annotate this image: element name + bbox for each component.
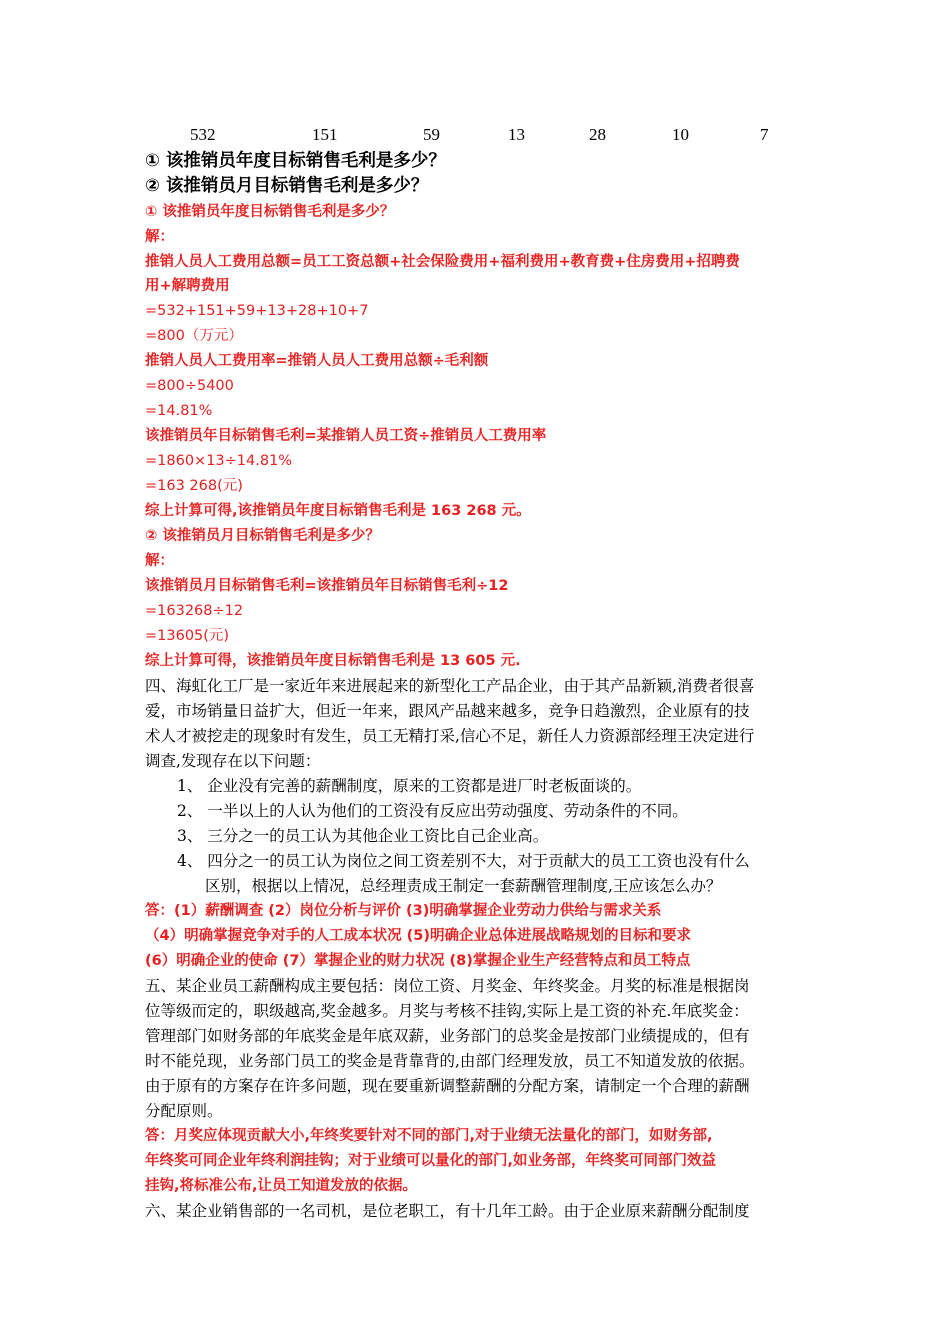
- answer1-heading: ① 该推销员年度目标销售毛利是多少？: [145, 204, 395, 220]
- question-1: ① 该推销员年度目标销售毛利是多少？: [145, 151, 446, 171]
- table-value: 13: [508, 125, 525, 144]
- answer1-calc: =163 268(元): [145, 478, 243, 494]
- section4-answer: 答：(1）薪酬调查 (2）岗位分析与评价 (3)明确掌握企业劳动力供给与需求关系: [145, 903, 662, 919]
- list-item: 4、 四分之一的员工认为岗位之间工资差别不大，对于贡献大的员工工资也没有什么: [177, 852, 750, 870]
- answer1-calc: =800（万元）: [145, 328, 243, 344]
- list-item-continuation: 区别，根据以上情况，总经理责成王制定一套薪酬管理制度,王应该怎么办？: [205, 877, 722, 895]
- answer1-conclusion: 综上计算可得,该推销员年度目标销售毛利是 163 268 元。: [145, 503, 531, 519]
- section5-paragraph: 管理部门如财务部的年底奖金是年底双薪，业务部门的总奖金是按部门业绩提成的，但有: [145, 1027, 750, 1045]
- answer2-jie: 解：: [145, 553, 174, 569]
- answer1-rate-formula: 推销人员人工费用率=推销人员人工费用总额÷毛利额: [145, 353, 489, 369]
- answer2-heading: ② 该推销员月目标销售毛利是多少？: [145, 528, 380, 544]
- answer1-formula: 推销人员人工费用总额=员工工资总额+社会保险费用+福利费用+教育费+住房费用+招聘费: [145, 254, 740, 270]
- answer2-conclusion: 综上计算可得，该推销员年度目标销售毛利是 13 605 元.: [145, 653, 521, 669]
- table-value: 151: [312, 125, 338, 144]
- section5-paragraph: 位等级而定的，职级越高,奖金越多。月奖与考核不挂钩,实际上是工资的补充.年底奖金：: [145, 1002, 749, 1020]
- table-value: 10: [672, 125, 689, 144]
- section6-paragraph: 六、某企业销售部的一名司机，是位老职工，有十几年工龄。由于企业原来薪酬分配制度: [145, 1202, 750, 1220]
- section5-paragraph: 时不能兑现，业务部门员工的奖金是背靠背的,由部门经理发放，员工不知道发放的依据。: [145, 1052, 755, 1070]
- section5-paragraph: 分配原则。: [145, 1102, 223, 1120]
- answer2-calc: =163268÷12: [145, 603, 244, 619]
- answer2-formula: 该推销员月目标销售毛利=该推销员年目标销售毛利÷12: [145, 578, 509, 594]
- section5-answer: 答：月奖应体现贡献大小,年终奖要针对不同的部门,对于业绩无法量化的部门，如财务部,: [145, 1128, 713, 1144]
- table-value: 59: [423, 125, 440, 144]
- answer1-jie: 解：: [145, 229, 174, 245]
- section4-paragraph: 术人才被挖走的现象时有发生，员工无精打采,信心不足，新任人力资源部经理王决定进行: [145, 727, 755, 745]
- section4-paragraph: 爱，市场销量日益扩大，但近一年来，跟风产品越来越多，竞争日趋激烈，企业原有的技: [145, 702, 750, 720]
- answer1-target-formula: 该推销员年目标销售毛利=某推销人员工资÷推销员人工费用率: [145, 428, 547, 444]
- table-value: 532: [190, 125, 216, 144]
- answer1-formula-cont: 用+解聘费用: [145, 278, 230, 294]
- section4-paragraph: 调查,发现存在以下问题：: [145, 752, 321, 770]
- section5-paragraph: 五、某企业员工薪酬构成主要包括：岗位工资、月奖金、年终奖金。月奖的标准是根据岗: [145, 977, 750, 995]
- section4-answer: （4）明确掌握竞争对手的人工成本状况 (5)明确企业总体进展战略规划的目标和要求: [145, 928, 691, 944]
- answer1-calc: =1860×13÷14.81%: [145, 453, 293, 469]
- list-item: 1、 企业没有完善的薪酬制度，原来的工资都是进厂时老板面谈的。: [177, 777, 642, 795]
- section5-answer: 挂钩,将标准公布,让员工知道发放的依据。: [145, 1178, 418, 1194]
- table-value: 28: [589, 125, 606, 144]
- section4-answer: (6）明确企业的使命 (7）掌握企业的财力状况 (8)掌握企业生产经营特点和员工特点: [145, 953, 691, 969]
- list-item: 3、 三分之一的员工认为其他企业工资比自己企业高。: [177, 827, 549, 845]
- section5-paragraph: 由于原有的方案存在许多问题，现在要重新调整薪酬的分配方案，请制定一个合理的薪酬: [145, 1077, 750, 1095]
- table-value: 7: [760, 125, 769, 144]
- answer1-calc: =532+151+59+13+28+10+7: [145, 303, 369, 319]
- list-item: 2、 一半以上的人认为他们的工资没有反应出劳动强度、劳动条件的不同。: [177, 802, 688, 820]
- answer2-calc: =13605(元): [145, 628, 230, 644]
- question-2: ② 该推销员月目标销售毛利是多少？: [145, 176, 429, 196]
- answer1-calc: =14.81%: [145, 403, 213, 419]
- section5-answer: 年终奖可同企业年终利润挂钩；对于业绩可以量化的部门,如业务部，年终奖可同部门效益: [145, 1153, 717, 1169]
- answer1-calc: =800÷5400: [145, 378, 234, 394]
- section4-paragraph: 四、海虹化工厂是一家近年来进展起来的新型化工产品企业，由于其产品新颖,消费者很喜: [145, 677, 755, 695]
